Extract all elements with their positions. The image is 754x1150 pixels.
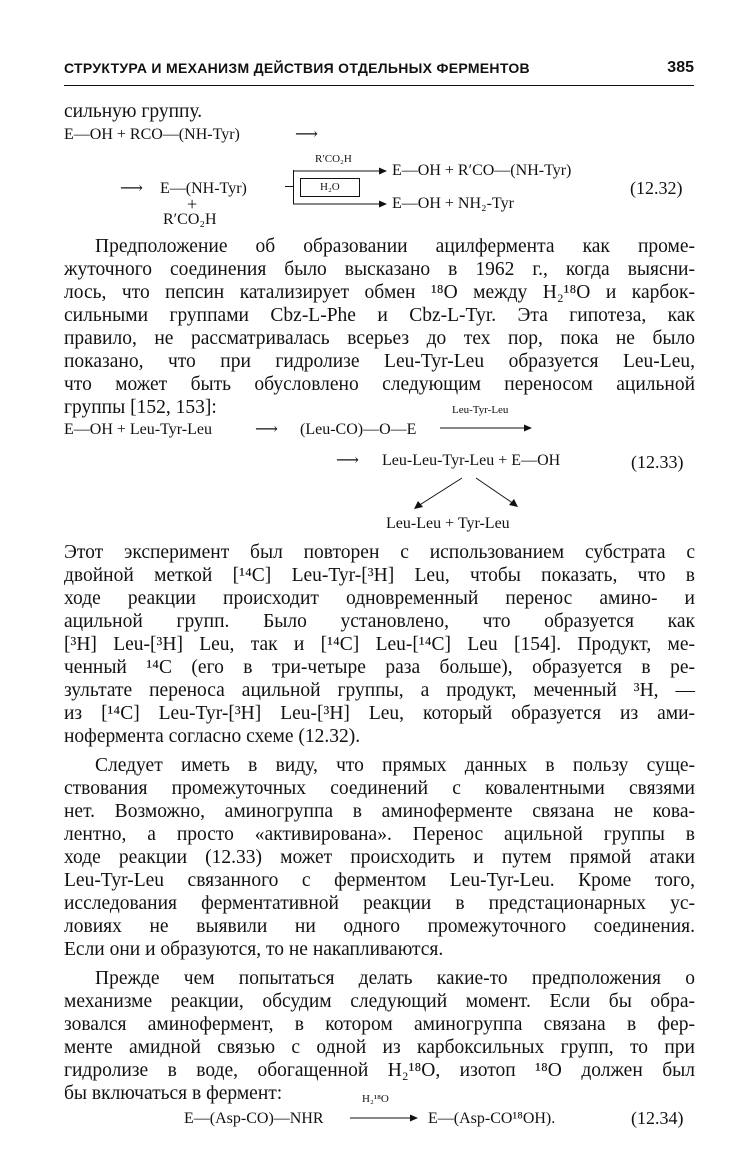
text-line: показано, что при гидролизе Leu-Tyr-Leu образуется Leu-Leu, xyxy=(64,351,695,372)
text-line: нофермента согласно схеме (12.32). xyxy=(64,726,361,747)
text-line: гидролизе в воде, обогащенной H₂¹⁸O, изотоп ¹⁸O должен был xyxy=(64,1060,695,1081)
text-line: Прежде чем попытаться делать какие-то предположения о xyxy=(95,968,695,989)
text-line: группы [152, 153]: xyxy=(64,397,217,418)
text-line: менте амидной связью с одной из карбоксильных групп, то при xyxy=(64,1037,695,1058)
eq33-product: Leu-Leu-Tyr-Leu + E—OH xyxy=(382,452,561,469)
text-line: ствования промежуточных соединений с ковалентными связями xyxy=(64,778,695,799)
text-line: исследования ферментативной реакции в предстационарных ус- xyxy=(64,893,695,914)
text-line: бы включаться в фермент: xyxy=(64,1083,283,1104)
text-line: [³H] Leu-[³H] Leu, так и [¹⁴C] Leu-[¹⁴C] Leu [154]. Продукт, ме- xyxy=(64,634,695,655)
eq34-arrow xyxy=(350,1112,418,1124)
text-line: жуточного соединения было высказано в 1962 г., когда выясни- xyxy=(64,259,695,280)
equation-number: (12.33) xyxy=(631,452,684,472)
running-header xyxy=(64,57,694,86)
eq34-left: E—(Asp-CO)—NHR xyxy=(184,1110,324,1127)
text-line: Предположение об образовании ацилфермента как проме- xyxy=(95,236,695,257)
eq32-released-acid: R′CO₂H xyxy=(163,211,217,228)
eq32-line1: E—OH + RCO—(NH-Tyr) xyxy=(64,126,240,143)
text-line: ловиях не выявили ни одного промежуточного соединения. xyxy=(64,916,695,937)
text-line: зультате переноса ацильной группы, а продукт, меченный ³H, — xyxy=(64,680,695,701)
eq33-split-products: Leu-Leu + Tyr-Leu xyxy=(386,515,510,532)
eq32-acyl-enzyme: E—(NH-Tyr) xyxy=(160,180,247,197)
text-line: Если они и образуются, то не накапливаются. xyxy=(64,939,444,960)
eq33-arrow: ⟶ xyxy=(336,452,359,469)
eq34-right: E—(Asp-CO¹⁸OH). xyxy=(428,1110,556,1127)
text-line: Leu-Tyr-Leu связанного с ферментом Leu-Tyr-Leu. Кроме того, xyxy=(64,870,695,891)
eq33-intermediate: (Leu-CO)—O—E xyxy=(300,421,417,438)
text-line: из [¹⁴C] Leu-Tyr-[³H] Leu-[³H] Leu, который образуется из ами- xyxy=(64,703,695,724)
page-number: 385 xyxy=(667,59,694,76)
equation-number: (12.34) xyxy=(631,1108,684,1128)
text-line: ацильной групп. Было установлено, что образуется как xyxy=(64,611,695,632)
eq34-label: H₂¹⁸O xyxy=(362,1093,389,1105)
text-line: зовался аминофермент, в котором аминогруппа связана в фер- xyxy=(64,1014,695,1035)
equation-number: (12.32) xyxy=(630,178,683,198)
eq32-lower-label-box xyxy=(300,178,360,197)
eq32-arrow: ⟶ xyxy=(120,180,143,197)
eq32-upper-product: E—OH + R′CO—(NH-Tyr) xyxy=(392,162,572,179)
text-line: ченный ¹⁴C (его в три-четыре раза больше), образуется в ре- xyxy=(64,657,695,678)
running-title: СТРУКТУРА И МЕХАНИЗМ ДЕЙСТВИЯ ОТДЕЛЬНЫХ ФЕРМЕНТОВ xyxy=(64,60,530,76)
text-line: нет. Возможно, аминогруппа в аминоферменте связана не кова- xyxy=(64,801,695,822)
text-line: что может быть обусловлено следующим переносом ацильной xyxy=(64,374,695,395)
text-line: правило, не рассматривалась всерьез до тех пор, пока не было xyxy=(64,328,695,349)
text-line: сильными группами Cbz-L-Phe и Cbz-L-Tyr. Эта гипотеза, как xyxy=(64,305,695,326)
text-line: механизме реакции, обсудим следующий момент. Если бы обра- xyxy=(64,991,695,1012)
eq33-split-arrows xyxy=(412,476,522,512)
eq32-lower-product: E—OH + NH₂-Tyr xyxy=(392,195,514,212)
eq32-arrow: ⟶ xyxy=(295,126,318,143)
text-line: ходе реакции происходит одновременный перенос амино- и xyxy=(64,588,695,609)
text-line: Следует иметь в виду, что прямых данных в пользу суще- xyxy=(95,755,695,776)
text-line: лентно, а просто «активирована». Перенос ацильной группы в xyxy=(64,824,695,845)
text-line: Этот эксперимент был повторен с использованием субстрата с xyxy=(64,542,695,563)
eq32-plus: + xyxy=(187,194,198,214)
eq32-lower-label: H₂O xyxy=(320,181,340,193)
text-line: лось, что пепсин катализирует обмен ¹⁸O между H₂¹⁸O и карбок- xyxy=(64,282,695,303)
eq33-long-arrow xyxy=(440,422,532,434)
eq33-arrow-label: Leu-Tyr-Leu xyxy=(452,404,509,416)
text-line: сильную группу. xyxy=(64,101,203,122)
eq32-upper-label: R′CO₂H xyxy=(315,153,352,165)
text-line: ходе реакции (12.33) может происходить и путем прямой атаки xyxy=(64,847,695,868)
text-line: двойной меткой [¹⁴C] Leu-Tyr-[³H] Leu, чтобы показать, что в xyxy=(64,565,695,586)
eq33-reactants: E—OH + Leu-Tyr-Leu xyxy=(64,421,212,438)
eq33-arrow: ⟶ xyxy=(255,421,278,438)
